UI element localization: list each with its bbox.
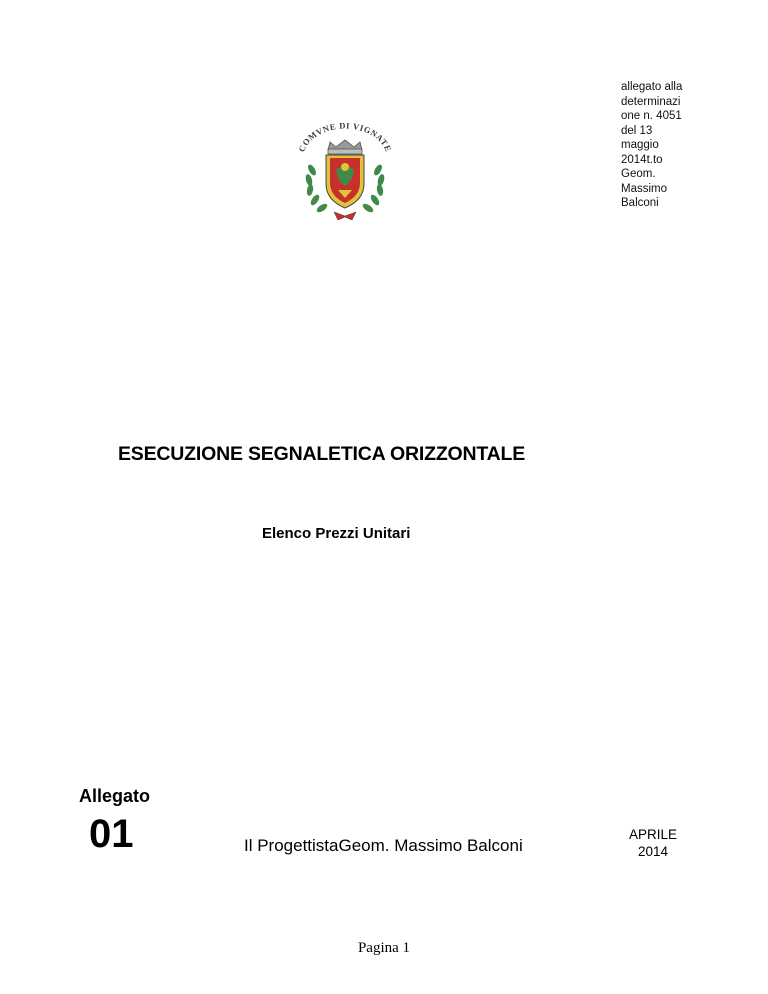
note-line: 2014t.to [621, 153, 663, 166]
crest-caption: COMVNE DI VIGNATE [296, 120, 394, 154]
note-line: determinazi [621, 95, 681, 108]
document-date [622, 826, 684, 860]
date-month: APRILE [628, 827, 678, 842]
page-number: Pagina 1 [357, 940, 411, 956]
date-year: 2014 [637, 844, 669, 859]
note-line: one n. 4051 [621, 110, 682, 122]
note-line: del 13 [621, 124, 653, 137]
note-line: Balconi [621, 197, 659, 209]
designer-signature: Il ProgettistaGeom. Massimo Balconi [244, 836, 523, 855]
note-line: Geom. [621, 168, 656, 180]
note-line: allegato alla [621, 81, 683, 93]
allegato-label: Allegato [79, 786, 151, 806]
note-line: maggio [621, 139, 659, 151]
municipal-crest-logo [290, 112, 400, 224]
allegato-number: 01 [89, 812, 134, 856]
document-subtitle: Elenco Prezzi Unitari [262, 525, 411, 542]
document-title: ESECUZIONE SEGNALETICA ORIZZONTALE [118, 443, 526, 465]
note-line: Massimo [621, 182, 668, 195]
determination-note [621, 80, 701, 211]
